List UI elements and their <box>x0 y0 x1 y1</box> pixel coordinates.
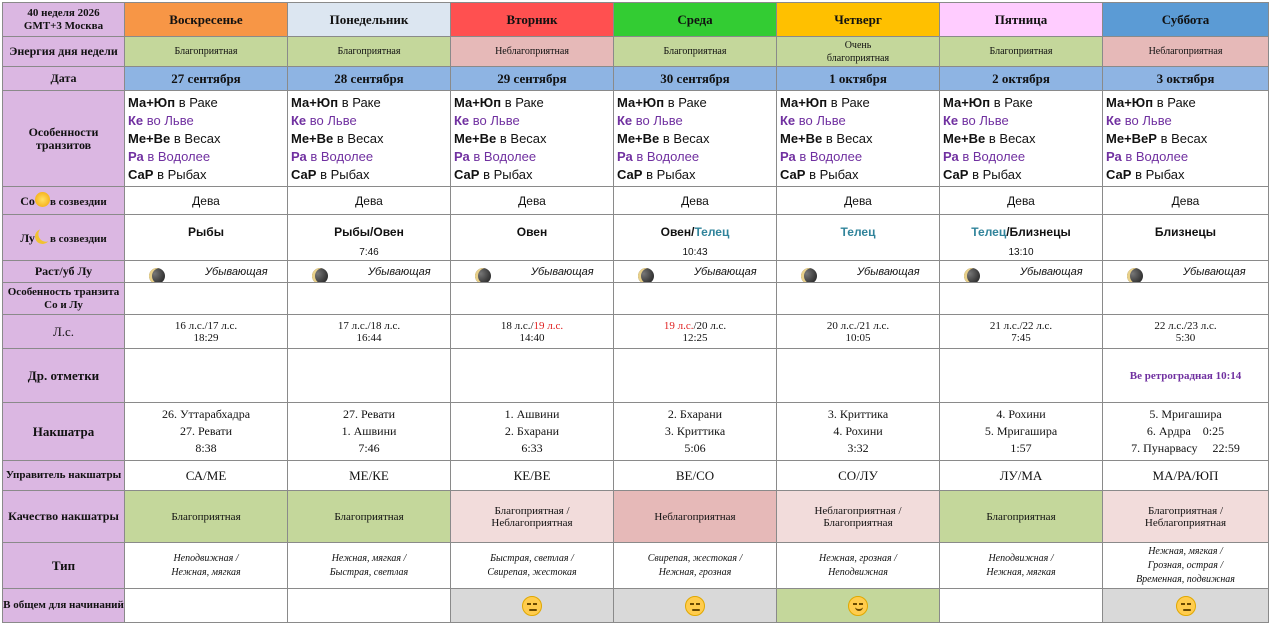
nakshatra-ruler-cell: КЕ/ВЕ <box>451 461 614 491</box>
nakshatra-ruler-cell: ЛУ/МА <box>940 461 1103 491</box>
date-label: Дата <box>3 67 125 91</box>
phase-cell: Убывающая <box>614 261 777 283</box>
sun-moon-transit-cell <box>614 283 777 315</box>
waning-moon-icon <box>1127 268 1143 283</box>
nakshatra-ruler-cell: СО/ЛУ <box>777 461 940 491</box>
sun-moon-transit-cell <box>288 283 451 315</box>
sun-sign-cell: Дева <box>288 187 451 215</box>
energy-cell: Благоприятная <box>940 37 1103 67</box>
energy-cell: Благоприятная <box>288 37 451 67</box>
sun-icon <box>35 192 50 207</box>
week-label: 40 неделя 2026 <box>27 6 100 19</box>
type-cell: Нежная, мягкая / Быстрая, светлая <box>288 543 451 589</box>
date-cell: 2 октября <box>940 67 1103 91</box>
day-header-thursday: Четверг <box>777 3 940 37</box>
type-cell: Нежная, грозная / Неподвижная <box>777 543 940 589</box>
waning-moon-icon <box>149 268 165 283</box>
day-header-saturday: Суббота <box>1103 3 1269 37</box>
nakshatra-cell: 3. Криттика 4. Рохини 3:32 <box>777 403 940 461</box>
overall-label: В общем для начинаний <box>3 589 125 623</box>
sun-sign-cell: Дева <box>1103 187 1269 215</box>
sun-moon-transit-cell <box>1103 283 1269 315</box>
lunar-day-cell: 19 л.с./20 л.с. 12:25 <box>614 315 777 349</box>
smiling-face-icon <box>848 596 868 616</box>
sun-sign-cell: Дева <box>125 187 288 215</box>
day-header-sunday: Воскресенье <box>125 3 288 37</box>
type-cell: Неподвижная / Нежная, мягкая <box>940 543 1103 589</box>
calendar-table <box>2 2 1269 623</box>
type-cell: Свирепая, жестокая / Нежная, грозная <box>614 543 777 589</box>
nakshatra-cell: 2. Бхарани 3. Криттика 5:06 <box>614 403 777 461</box>
sun-sign-label: Со в созвездии <box>3 187 125 215</box>
nakshatra-ruler-cell: ВЕ/СО <box>614 461 777 491</box>
nakshatra-cell: 4. Рохини 5. Мригашира 1:57 <box>940 403 1103 461</box>
overall-cell <box>125 589 288 623</box>
nakshatra-cell: 26. Уттарабхадра 27. Ревати 8:38 <box>125 403 288 461</box>
date-cell: 3 октября <box>1103 67 1269 91</box>
nakshatra-ruler-cell: МА/РА/ЮП <box>1103 461 1269 491</box>
energy-label: Энергия дня недели <box>3 37 125 67</box>
type-cell: Быстрая, светлая / Свирепая, жестокая <box>451 543 614 589</box>
nakshatra-ruler-cell: МЕ/КЕ <box>288 461 451 491</box>
phase-cell: Убывающая <box>777 261 940 283</box>
sun-sign-cell: Дева <box>777 187 940 215</box>
sun-moon-transit-cell <box>777 283 940 315</box>
type-cell: Неподвижная / Нежная, мягкая <box>125 543 288 589</box>
transits-cell: Ма+Юп в Раке Ке во Льве Ме+Ве в Весах Ра в Водолее СаР в Рыбах <box>940 91 1103 187</box>
transits-label: Особенности транзитов <box>3 91 125 187</box>
energy-cell: Неблагоприятная <box>1103 37 1269 67</box>
moon-sign-cell: Телец <box>777 215 940 261</box>
other-marks-cell <box>125 349 288 403</box>
moon-sign-cell: Близнецы <box>1103 215 1269 261</box>
lunar-day-cell: 22 л.с./23 л.с. 5:30 <box>1103 315 1269 349</box>
phase-cell: Убывающая <box>125 261 288 283</box>
day-header-monday: Понедельник <box>288 3 451 37</box>
other-marks-cell <box>777 349 940 403</box>
nakshatra-quality-cell: Благоприятная <box>940 491 1103 543</box>
day-header-tuesday: Вторник <box>451 3 614 37</box>
phase-cell: Убывающая <box>451 261 614 283</box>
phase-label: Раст/уб Лу <box>3 261 125 283</box>
date-cell: 28 сентября <box>288 67 451 91</box>
lunar-day-cell: 20 л.с./21 л.с. 10:05 <box>777 315 940 349</box>
other-marks-cell <box>614 349 777 403</box>
sun-sign-cell: Дева <box>451 187 614 215</box>
transits-cell: Ма+Юп в Раке Ке во Льве Ме+Ве в Весах Ра в Водолее СаР в Рыбах <box>125 91 288 187</box>
week-header <box>3 3 125 37</box>
moon-sign-cell: Телец/Близнецы 13:10 <box>940 215 1103 261</box>
day-header-wednesday: Среда <box>614 3 777 37</box>
nakshatra-cell: 27. Ревати 1. Ашвини 7:46 <box>288 403 451 461</box>
transits-cell: Ма+Юп в Раке Ке во Льве Ме+Ве в Весах Ра в Водолее СаР в Рыбах <box>288 91 451 187</box>
lunar-day-label: Л.с. <box>3 315 125 349</box>
neutral-face-icon <box>522 596 542 616</box>
nakshatra-label: Накшатра <box>3 403 125 461</box>
lunar-day-cell: 16 л.с./17 л.с. 18:29 <box>125 315 288 349</box>
phase-cell: Убывающая <box>1103 261 1269 283</box>
waning-moon-icon <box>964 268 980 283</box>
overall-cell <box>451 589 614 623</box>
moon-sign-cell: Рыбы <box>125 215 288 261</box>
waning-moon-icon <box>475 268 491 283</box>
nakshatra-quality-label: Качество накшатры <box>3 491 125 543</box>
type-label: Тип <box>3 543 125 589</box>
waning-moon-icon <box>801 268 817 283</box>
nakshatra-ruler-cell: СА/МЕ <box>125 461 288 491</box>
nakshatra-cell: 5. Мригашира 6. Ардра 0:25 7. Пунарвасу 22:59 <box>1103 403 1269 461</box>
overall-cell <box>777 589 940 623</box>
phase-cell: Убывающая <box>288 261 451 283</box>
transits-cell: Ма+Юп в Раке Ке во Льве Ме+Ве в Весах Ра в Водолее СаР в Рыбах <box>777 91 940 187</box>
day-header-friday: Пятница <box>940 3 1103 37</box>
other-marks-cell <box>451 349 614 403</box>
sun-moon-transit-label: Особенность транзита Со и Лу <box>3 283 125 315</box>
other-marks-cell <box>288 349 451 403</box>
date-cell: 27 сентября <box>125 67 288 91</box>
sun-sign-cell: Дева <box>940 187 1103 215</box>
timezone-label: GMT+3 Москва <box>23 19 104 32</box>
moon-sign-cell: Рыбы/Овен 7:46 <box>288 215 451 261</box>
lunar-day-cell: 18 л.с./19 л.с. 14:40 <box>451 315 614 349</box>
energy-cell: Благоприятная <box>614 37 777 67</box>
sun-moon-transit-cell <box>451 283 614 315</box>
nakshatra-quality-cell: Неблагоприятная / Благоприятная <box>777 491 940 543</box>
energy-cell: Неблагоприятная <box>451 37 614 67</box>
nakshatra-quality-cell: Благоприятная <box>125 491 288 543</box>
transits-cell: Ма+Юп в Раке Ке во Льве Ме+Ве в Весах Ра в Водолее СаР в Рыбах <box>614 91 777 187</box>
transits-cell: Ма+Юп в Раке Ке во Льве Ме+Ве в Весах Ра в Водолее СаР в Рыбах <box>451 91 614 187</box>
waning-moon-icon <box>638 268 654 283</box>
waning-moon-icon <box>312 268 328 283</box>
nakshatra-quality-cell: Благоприятная <box>288 491 451 543</box>
nakshatra-cell: 1. Ашвини 2. Бхарани 6:33 <box>451 403 614 461</box>
other-marks-cell <box>940 349 1103 403</box>
type-cell: Нежная, мягкая / Грозная, острая / Временная, подвижная <box>1103 543 1269 589</box>
overall-cell <box>1103 589 1269 623</box>
lunar-day-cell: 21 л.с./22 л.с. 7:45 <box>940 315 1103 349</box>
energy-cell: Очень благоприятная <box>777 37 940 67</box>
sun-moon-transit-cell <box>125 283 288 315</box>
other-marks-cell: Ве ретроградная 10:14 <box>1103 349 1269 403</box>
date-cell: 1 октября <box>777 67 940 91</box>
nakshatra-quality-cell: Неблагоприятная <box>614 491 777 543</box>
overall-cell <box>614 589 777 623</box>
overall-cell <box>288 589 451 623</box>
date-cell: 30 сентября <box>614 67 777 91</box>
nakshatra-quality-cell: Благоприятная / Неблагоприятная <box>1103 491 1269 543</box>
moon-sign-cell: Овен/Телец 10:43 <box>614 215 777 261</box>
moon-sign-label: Лу в созвездии <box>3 215 125 261</box>
nakshatra-quality-cell: Благоприятная / Неблагоприятная <box>451 491 614 543</box>
nakshatra-ruler-label: Управитель накшатры <box>3 461 125 491</box>
neutral-face-icon <box>685 596 705 616</box>
sun-sign-cell: Дева <box>614 187 777 215</box>
moon-sign-cell: Овен <box>451 215 614 261</box>
sun-moon-transit-cell <box>940 283 1103 315</box>
overall-cell <box>940 589 1103 623</box>
energy-cell: Благоприятная <box>125 37 288 67</box>
lunar-day-cell: 17 л.с./18 л.с. 16:44 <box>288 315 451 349</box>
date-cell: 29 сентября <box>451 67 614 91</box>
phase-cell: Убывающая <box>940 261 1103 283</box>
other-marks-label: Др. отметки <box>3 349 125 403</box>
transits-cell: Ма+Юп в Раке Ке во Льве Ме+ВеР в Весах Ра в Водолее СаР в Рыбах <box>1103 91 1269 187</box>
neutral-face-icon <box>1176 596 1196 616</box>
